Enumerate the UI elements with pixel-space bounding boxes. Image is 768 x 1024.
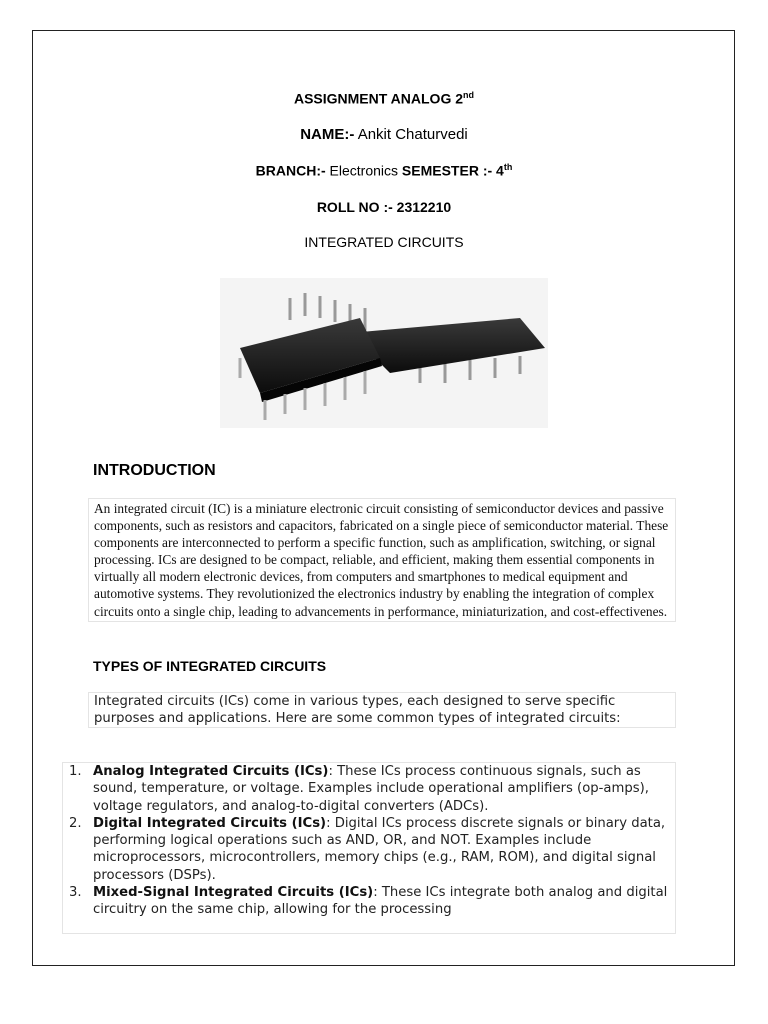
branch-value: Electronics (325, 162, 402, 179)
roll-number: ROLL NO :- 2312210 (316, 199, 452, 215)
list-item-title: Analog Integrated Circuits (ICs) (93, 764, 329, 779)
types-list (62, 762, 676, 934)
introduction-heading: INTRODUCTION (93, 462, 216, 479)
semester-label: SEMESTER :- 4 (401, 162, 504, 179)
topic-title: INTEGRATED CIRCUITS (304, 234, 464, 250)
ic-chips-image (220, 278, 548, 428)
list-item-text: : These ICs process continuous signals, such as sound, temperature, or voltage. Examples include operational amplifiers (op-amps), voltage regulators, and analog-to-digital converters (ADCs). (93, 764, 649, 814)
list-item-title: Digital Integrated Circuits (ICs) (93, 815, 327, 831)
name-line (0, 126, 768, 143)
introduction-paragraph: An integrated circuit (IC) is a miniature electronic circuit consisting of semiconductor devices and passive components, such as resistors and capacitors, fabricated on a single piece of semiconductor material. These components are interconnected to perform a specific function, such as amplification, switching, or signal processing. ICs are designed to be compact, reliable, and efficient, making them essential components in virtually all modern electronic devices, from computers and smartphones to medical equipment and automotive systems. They revolutionized the electronics industry by enabling the integration of complex circuits onto a single chip, leading to advancements in performance, miniaturization, and cost-effectivenes. (88, 498, 676, 622)
list-item-title: Mixed-Signal Integrated Circuits (ICs) (93, 885, 374, 901)
name-value: Ankit Chaturvedi (354, 126, 468, 143)
name-label: NAME:- (300, 126, 355, 143)
list-item (63, 763, 675, 815)
semester-sup: th (503, 162, 513, 172)
types-intro-paragraph: Integrated circuits (ICs) come in various types, each designed to serve specific purposes and applications. Here are some common types of integrated circuits: (88, 692, 676, 728)
title-sup: nd (463, 90, 475, 100)
list-number: 2. (69, 815, 82, 831)
title-text: ASSIGNMENT ANALOG 2 (293, 90, 464, 107)
list-number: 3. (69, 885, 82, 901)
list-number: 1. (69, 764, 82, 779)
branch-line (0, 162, 768, 179)
list-item-text: : Digital ICs process discrete signals or binary data, performing logical operations such as AND, OR, and NOT. Examples include microprocessors, microcontrollers, memory chips (e.g., RAM, ROM), and digital signal processors (DSPs). (93, 815, 666, 883)
list-item-text: : These ICs integrate both analog and digital circuitry on the same chip, allowing for the processing (93, 885, 668, 918)
types-heading: TYPES OF INTEGRATED CIRCUITS (93, 658, 327, 674)
assignment-title (0, 90, 768, 107)
list-item (63, 884, 675, 919)
list-item (63, 815, 675, 884)
branch-label: BRANCH:- (255, 162, 326, 179)
